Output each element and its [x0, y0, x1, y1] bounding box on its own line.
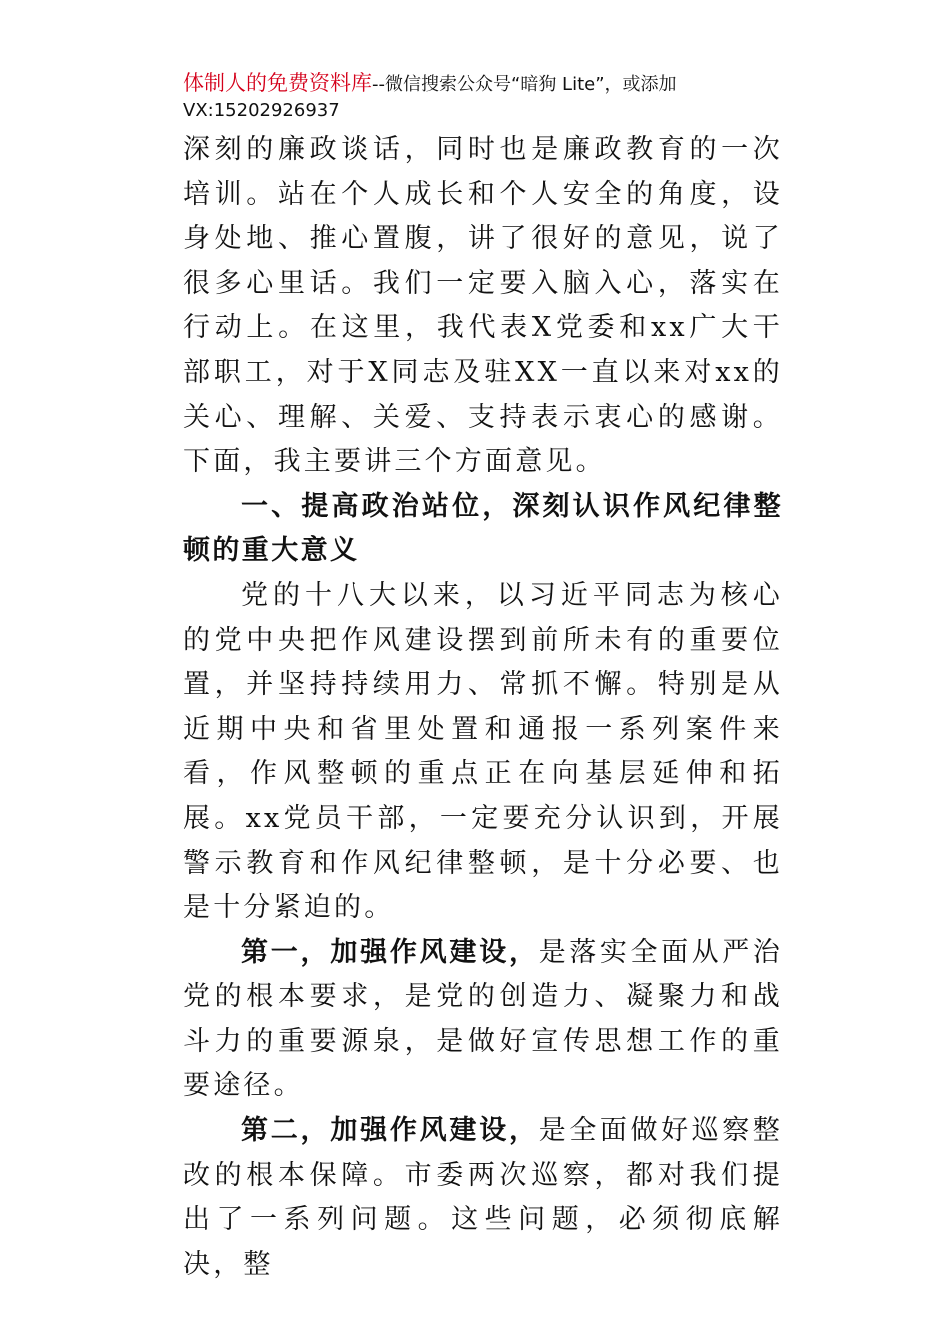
header-line-1 [183, 70, 883, 98]
paragraph-4-lead: 第二，加强作风建设， [241, 1115, 539, 1147]
paragraph-3-body: 是落实全面从严治党的根本要求，是党的创造力、凝聚力和战斗力的重要源泉，是做好宣传思想工作的重要途径。 [183, 936, 783, 1102]
document-body [183, 128, 783, 1287]
section-heading-1: 一、提高政治站位，深刻认识作风纪律整顿的重大意义 [183, 490, 783, 567]
paragraph-2: 党的十八大以来，以习近平同志为核心的党中央把作风建设摆到前所未有的重要位置，并坚持持续用力、常抓不懈。特别是从近期中央和省里处置和通报一系列案件来看，作风整顿的重点正在向基层延伸和拓展。xx党员干部，一定要充分认识到，开展警示教育和作风纪律整顿，是十分必要、也是十分紧迫的。 [183, 579, 783, 924]
paragraph-4-body: 是全面做好巡察整改的根本保障。市委两次巡察，都对我们提出了一系列问题。这些问题，必须彻底解决，整 [183, 1115, 783, 1280]
header-brand: 体制人的免费资料库 [183, 71, 372, 95]
page-header [183, 70, 883, 124]
paragraph-1: 深刻的廉政谈话，同时也是廉政教育的一次培训。站在个人成长和个人安全的角度，设身处地、推心置腹，讲了很好的意见，说了很多心里话。我们一定要入脑入心，落实在行动上。在这里，我代表X党委和xx广大干部职工，对于X同志及驻XX一直以来对xx的关心、理解、关爱、支持表示衷心的感谢。下面，我主要讲三个方面意见。 [183, 134, 783, 478]
header-contact: VX:15202926937 [183, 100, 340, 121]
paragraph-3 [183, 931, 783, 1109]
paragraph-3-lead: 第一，加强作风建设， [241, 936, 539, 968]
paragraph-4 [183, 1109, 783, 1287]
header-note: --微信搜索公众号“暗狗 Lite”，或添加 [372, 74, 677, 95]
